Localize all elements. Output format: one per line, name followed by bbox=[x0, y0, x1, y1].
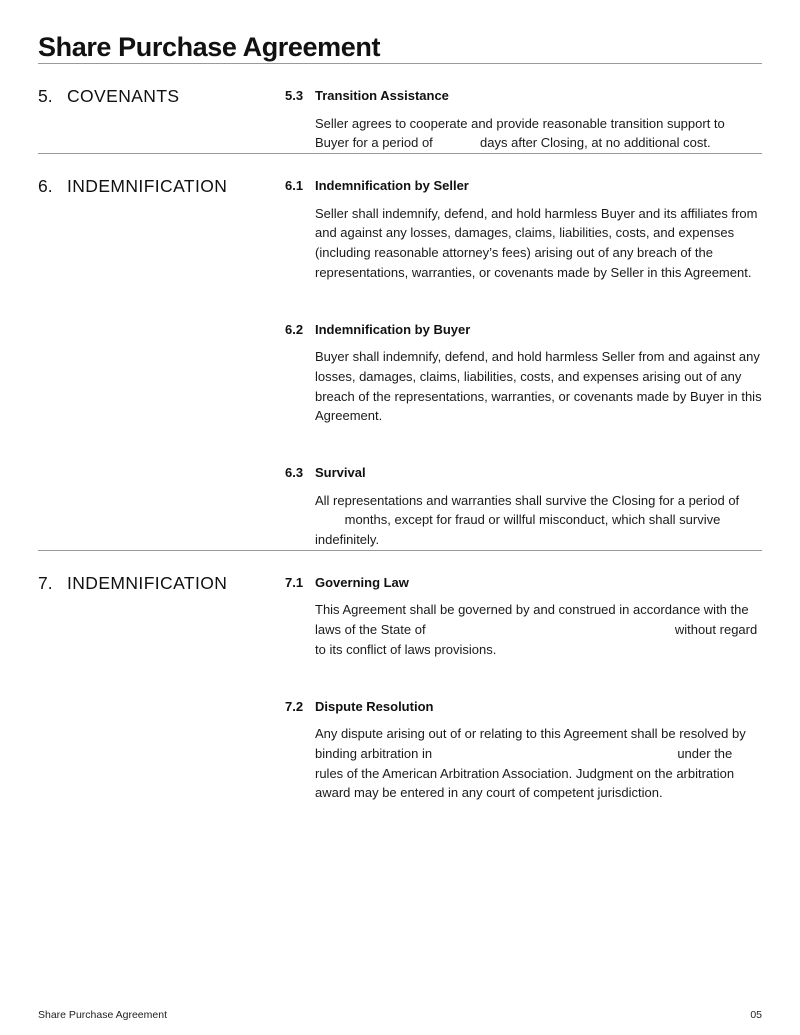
clause-body-text: days after Closing, at no additional cost. bbox=[480, 135, 711, 151]
clause-content bbox=[315, 463, 762, 550]
clause-number: 7.2 bbox=[285, 698, 304, 714]
clause-body-text: months, except for fraud or willful misconduct, which shall survive indefinitely. bbox=[315, 512, 721, 547]
clause-body-text: All representations and warranties shall survive the Closing for a period of bbox=[315, 492, 740, 508]
footer-doc-title: Share Purchase Agreement bbox=[38, 1009, 167, 1021]
clause-body bbox=[315, 600, 762, 659]
clause-body-text: without regard to its conflict of laws provisions. bbox=[315, 622, 758, 657]
clause-body-text: This Agreement shall be governed by and construed in accordance with the laws of the State of bbox=[315, 602, 749, 637]
clause-body-text: Any dispute arising out of or relating to this Agreement shall be resolved by binding arbitration in bbox=[315, 726, 746, 761]
section-clauses bbox=[285, 176, 762, 550]
clause-title: Survival bbox=[315, 465, 366, 480]
clause-6-3 bbox=[285, 463, 762, 550]
clause-body: Seller shall indemnify, defend, and hold harmless Buyer and its affiliates from and against any losses, damages, claims, liabilities, costs, and expenses (including reasonable attorney’s fees) arising out of any breach of the representations, warranties, or covenants made by Seller in this Agreement. bbox=[315, 205, 758, 280]
clause-content bbox=[315, 176, 762, 283]
clause-6-2 bbox=[285, 320, 762, 427]
page-title: Share Purchase Agreement bbox=[38, 32, 381, 62]
clause-content bbox=[315, 573, 762, 660]
section-number: 5. bbox=[38, 86, 53, 106]
clause-body: Buyer shall indemnify, defend, and hold harmless Seller from and against any losses, damages, claims, liabilities, costs, and expenses arising out of any breach of the representations, warranties, or covenants made by Buyer in this Agreement. bbox=[315, 349, 762, 424]
section-clauses bbox=[285, 86, 762, 153]
clause-content bbox=[315, 697, 762, 804]
clause-title: Indemnification by Seller bbox=[315, 178, 469, 193]
clause-number: 6.2 bbox=[285, 321, 304, 337]
section-heading-block bbox=[38, 176, 285, 197]
footer-page-number: 05 bbox=[750, 1009, 762, 1021]
section-heading: COVENANTS bbox=[67, 86, 180, 106]
blank-field bbox=[436, 145, 476, 147]
clause-body bbox=[315, 724, 762, 803]
section-number: 6. bbox=[38, 176, 53, 196]
clause-content bbox=[315, 320, 762, 427]
clause-body bbox=[315, 491, 762, 550]
section-heading-block bbox=[38, 573, 285, 594]
clause-5-3 bbox=[285, 86, 762, 153]
blank-field bbox=[315, 522, 341, 524]
blank-field bbox=[429, 632, 671, 634]
section-heading: INDEMNIFICATION bbox=[67, 176, 228, 196]
section-heading: INDEMNIFICATION bbox=[67, 572, 228, 593]
clause-number: 7.1 bbox=[285, 574, 304, 590]
clause-7-1 bbox=[285, 573, 762, 660]
section-indemnification bbox=[38, 154, 762, 550]
clause-number: 6.3 bbox=[285, 465, 304, 480]
clause-number: 5.3 bbox=[285, 88, 304, 103]
clause-body-text: Seller agrees to cooperate and provide reasonable transition support to Buyer for a period of bbox=[315, 115, 725, 151]
section-clauses bbox=[285, 573, 762, 803]
clause-6-1 bbox=[285, 176, 762, 283]
clause-body-text: under the rules of the American Arbitration Association. Judgment on the arbitration award may be entered in any court of competent jurisdiction. bbox=[315, 745, 735, 801]
clause-number: 6.1 bbox=[285, 178, 304, 193]
clause-title: Transition Assistance bbox=[315, 88, 449, 103]
clause-content bbox=[315, 86, 762, 153]
clause-7-2 bbox=[285, 697, 762, 804]
clause-title: Dispute Resolution bbox=[315, 698, 434, 714]
section-covenants bbox=[38, 64, 762, 153]
clause-title: Indemnification by Buyer bbox=[315, 321, 471, 337]
clause-title: Governing Law bbox=[315, 574, 409, 590]
clause-body bbox=[315, 114, 762, 154]
page-footer bbox=[38, 1009, 762, 1021]
blank-field bbox=[436, 756, 674, 758]
section-indemnification-7 bbox=[38, 551, 762, 803]
section-number: 7. bbox=[38, 572, 53, 593]
section-heading-block bbox=[38, 86, 285, 107]
